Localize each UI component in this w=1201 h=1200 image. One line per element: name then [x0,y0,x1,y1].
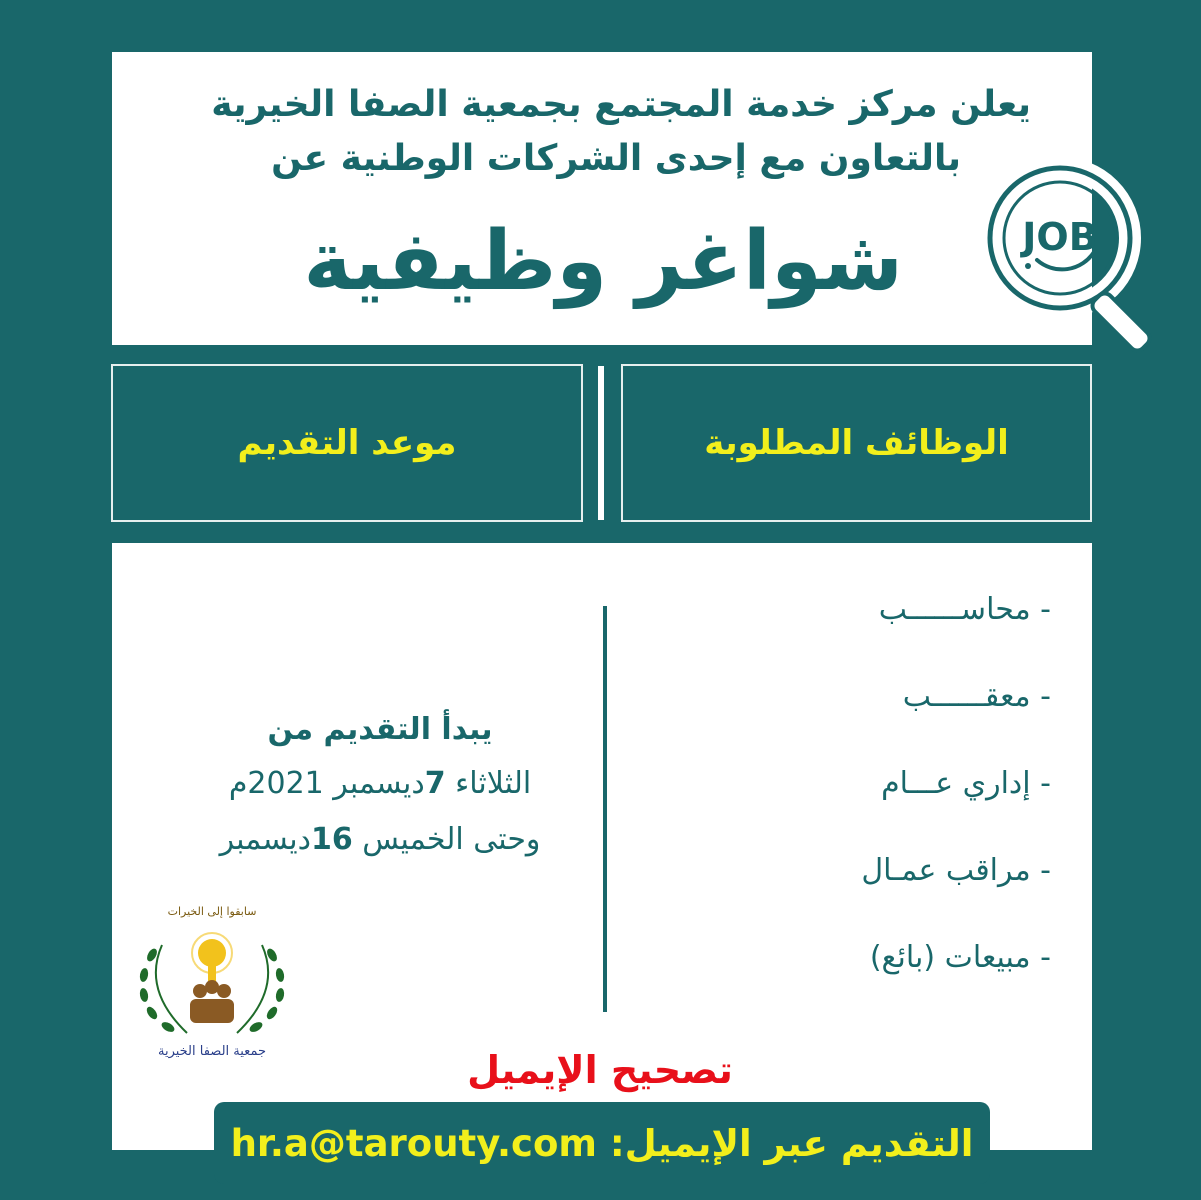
job-item-clerk: - معقــــــب [902,679,1051,714]
job-item-sales: - مبيعات (بائع) [869,940,1051,975]
announcement-line-2: بالتعاون مع إحدى الشركات الوطنية عن [271,138,961,179]
required-jobs-title: الوظائف المطلوبة [704,423,1009,463]
job-icon-label: JOB [1022,215,1098,259]
apply-email-text[interactable]: التقديم عبر الإيميل: hr.a@tarouty.com [230,1121,974,1165]
deadline-box [111,364,583,522]
headline: شواغر وظيفية [303,214,903,309]
job-search-icon [982,160,1182,360]
deadline-title: موعد التقديم [237,423,457,463]
deadline-start-label: يبدأ التقديم من [267,712,493,747]
deadline-end-date: وحتى الخميس 16ديسمبر [219,822,541,857]
divider-top [598,366,604,520]
divider-bottom [603,606,607,1012]
deadline-start-date: الثلاثاء 7ديسمبر 2021م [228,766,532,801]
job-item-admin: - إداري عـــام [881,766,1051,801]
charity-logo [132,895,292,1070]
announcement-line-1: يعلن مركز خدمة المجتمع بجمعية الصفا الخيرية [211,84,1031,125]
required-jobs-box [621,364,1092,522]
job-item-supervisor: - مراقب عمـال [861,853,1051,888]
svg-text:جمعية الصفا الخيرية: جمعية الصفا الخيرية [157,1044,267,1059]
job-item-accountant: - محاســــــب [878,592,1051,627]
svg-text:سابقوا إلى الخيرات: سابقوا إلى الخيرات [167,905,257,918]
email-correction-notice: تصحيح الإيميل [467,1048,733,1092]
apply-email-banner [214,1102,990,1184]
